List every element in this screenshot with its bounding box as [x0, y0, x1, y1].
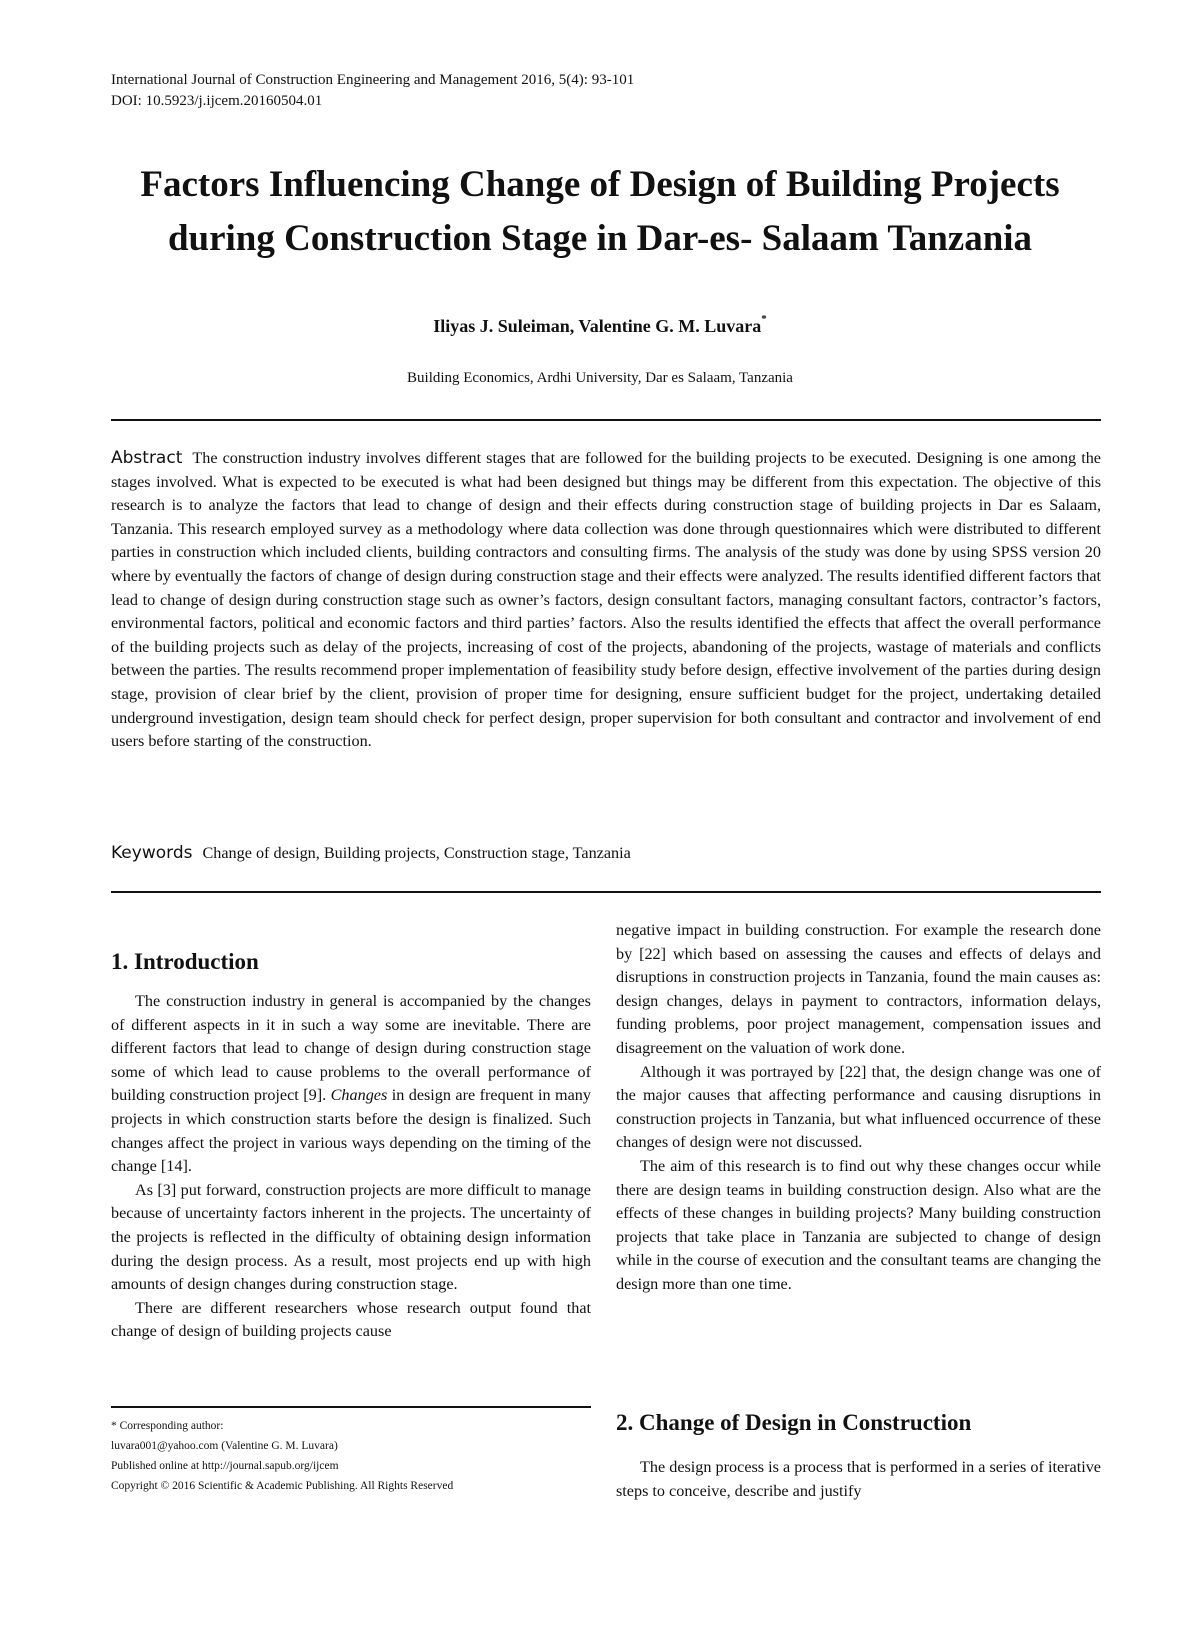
emphasis-changes: Changes	[330, 1086, 388, 1105]
author-email: luvara001@yahoo.com (Valentine G. M. Luvara)	[111, 1440, 338, 1452]
keywords-label: Keywords	[111, 843, 193, 863]
section-heading-change-of-design: 2. Change of Design in Construction	[616, 1410, 972, 1435]
right-paragraph-3: The aim of this research is to find out why these changes occur while there are design teams in building construction design. Also what are the effects of these changes in building projects? Many building construction projects that take place in Tanzania are subjected to change of design while in the course of execution and the consultant teams are changing the design more than one time.	[616, 1156, 1101, 1293]
abstract-label: Abstract	[111, 448, 183, 468]
paper-title-line-1: Factors Influencing Change of Design of Building Projects	[140, 164, 1060, 205]
corresponding-author-label: * Corresponding author:	[111, 1420, 224, 1432]
right-paragraph-2: Although it was portrayed by [22] that, the design change was one of the major causes that affecting performance and causing disruptions in construction projects in Tanzania, but what influenced occurrence of these changes of design were not discussed.	[616, 1062, 1101, 1152]
intro-paragraph-2: As [3] put forward, construction projects are more difficult to manage because of uncertainty factors inherent in the projects. The uncertainty of the projects is reflected in the difficulty of obtaining design information during the design process. As a result, most projects end up with high amounts of design changes during construction stage.	[111, 1180, 591, 1294]
footnote	[111, 1416, 591, 1496]
keywords	[111, 842, 1101, 865]
author-names: Iliyas J. Suleiman, Valentine G. M. Luvara	[433, 316, 762, 336]
intro-paragraph-3: There are different researchers whose research output found that change of design of building projects cause	[111, 1298, 591, 1341]
copyright: Copyright © 2016 Scientific & Academic Publishing. All Rights Reserved	[111, 1480, 454, 1492]
section2-paragraph-1: The design process is a process that is performed in a series of iterative steps to conceive, describe and justify	[616, 1458, 1101, 1500]
section2-body	[616, 1456, 1101, 1503]
top-divider	[111, 419, 1101, 421]
right-column	[616, 919, 1101, 1297]
paper-title	[60, 158, 1140, 266]
right-paragraph-1: negative impact in building construction. For example the research done by [22] which based on assessing the causes and effects of delays and disruptions in construction projects in Tanzania, found the main causes as: design changes, delays in payment to contractors, information delays, funding problems, poor project management, compensation issues and disagreement on the valuation of work done.	[616, 921, 1101, 1057]
abstract-text: The construction industry involves different stages that are followed for the building projects to be executed. Designing is one among the stages involved. What is expected to be executed is what had been designed but things may be different from this expectation. The objective of this research is to analyze the factors that lead to change of design and their effects during construction stage of building projects in Dar es Salaam, Tanzania. This research employed survey as a methodology where data collection was done through questionnaires which were distributed to different parties in construction which included clients, building contractors and consulting firms. The analysis of the study was done by using SPSS version 20 where by eventually the factors of change of design during construction stage and their effects were analyzed. The results identified different factors that lead to change of design during construction stage such as owner’s factors, design consultant factors, managing consultant factors, contractor’s factors, environmental factors, political and economic factors and third parties’ factors. Also the results identified the effects that affect the overall performance of the building projects such as delay of the projects, increasing of cost of the projects, abandoning of the projects, wastage of materials and conflicts between the parties. The results recommend proper implementation of feasibility study before design, effective involvement of the parties during design stage, provision of clear brief by the client, provision of proper time for designing, ensure sufficient budget for the project, undertaking detailed underground investigation, design team should check for perfect design, proper supervision for both consultant and contractor and involvement of end users before starting of the construction.	[111, 449, 1101, 751]
published-online: Published online at http://journal.sapub.org/ijcem	[111, 1460, 339, 1472]
corresponding-marker: *	[761, 313, 767, 325]
keywords-text: Change of design, Building projects, Construction stage, Tanzania	[202, 844, 631, 862]
journal-citation: International Journal of Construction Engineering and Management 2016, 5(4): 93-101	[111, 72, 635, 88]
doi: DOI: 10.5923/j.ijcem.20160504.01	[111, 93, 323, 109]
footnote-divider	[111, 1406, 591, 1408]
section-heading-introduction: 1. Introduction	[111, 949, 259, 974]
intro-paragraph-1: The construction industry in general is accompanied by the changes of different aspects in it in such a way some are inevitable. There are different factors that lead to change of design during construction stage some of which lead to cause problems to the overall performance of building construction project [9]. Changes in design are frequent in many projects in which construction starts before the design is finalized. Such changes affect the project in various ways depending on the timing of the change [14].	[111, 992, 591, 1176]
author-list	[0, 310, 1200, 338]
journal-header	[111, 70, 634, 112]
paper-title-line-2: during Construction Stage in Dar-es- Salaam Tanzania	[167, 218, 1033, 259]
abstract	[111, 447, 1101, 754]
left-column	[111, 990, 591, 1344]
abstract-divider	[111, 891, 1101, 893]
affiliation: Building Economics, Ardhi University, Dar es Salaam, Tanzania	[407, 370, 793, 386]
